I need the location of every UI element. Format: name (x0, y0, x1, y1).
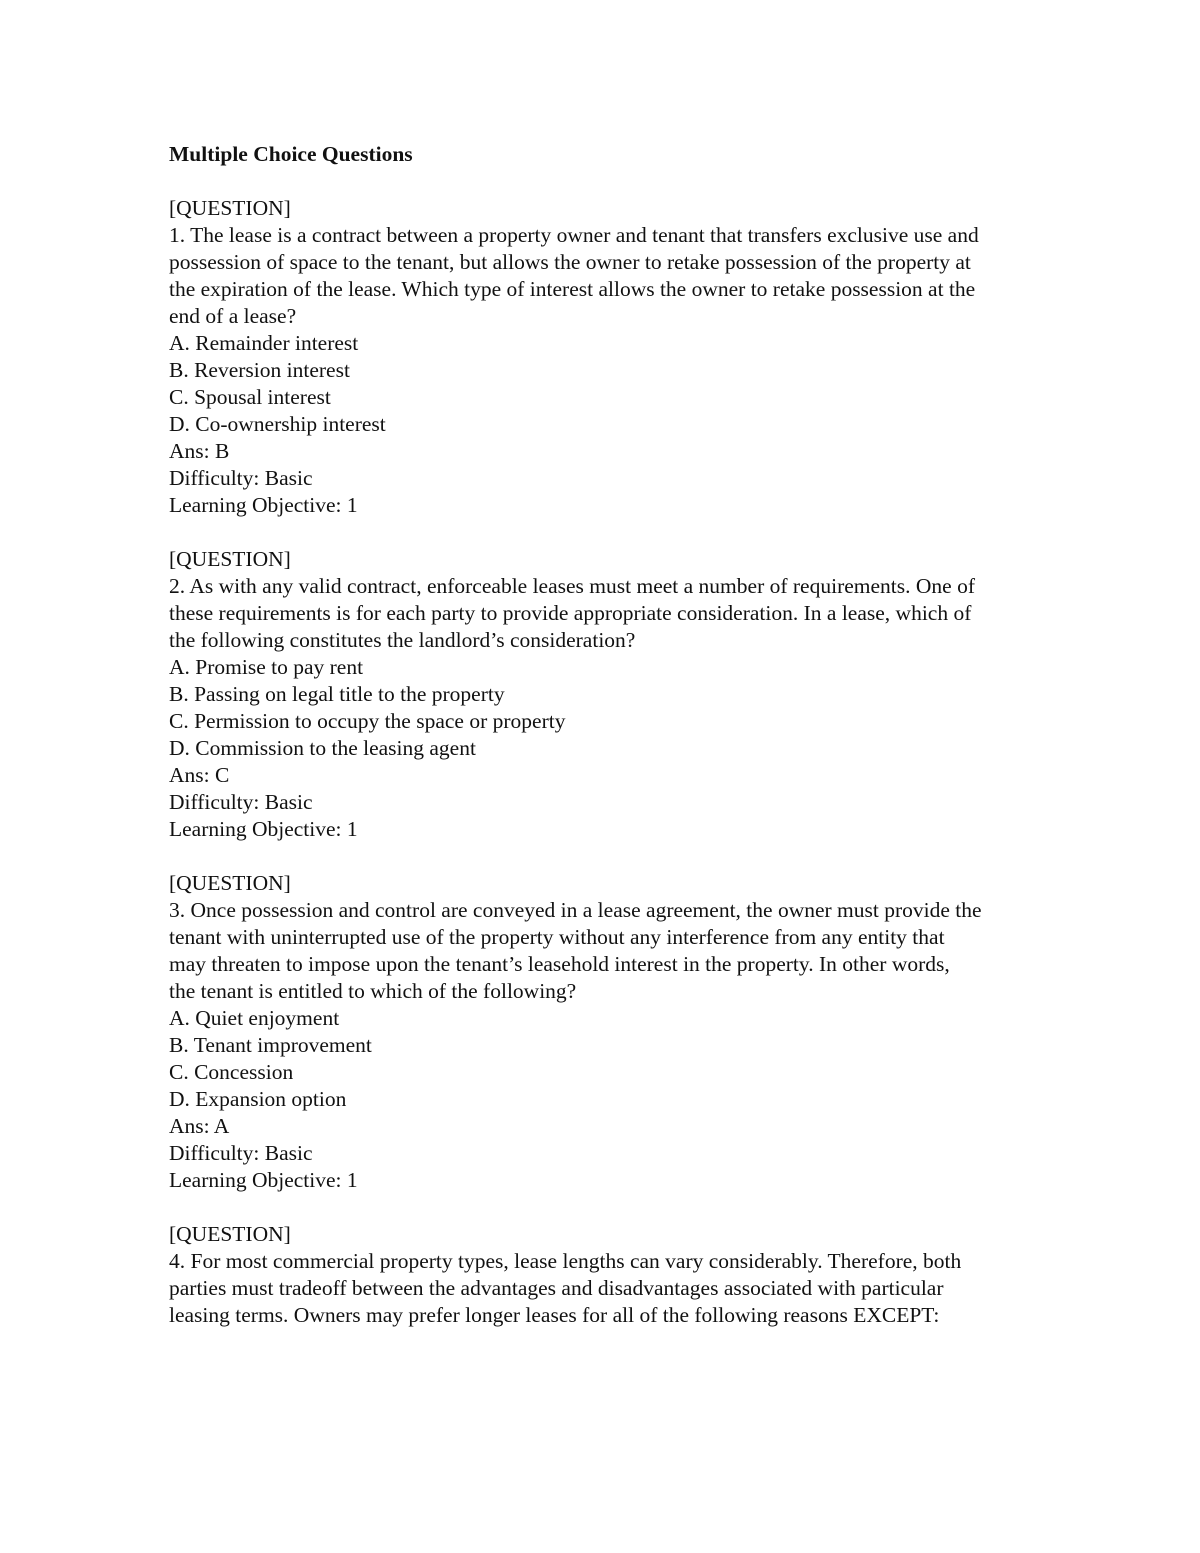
question-stem-line: leasing terms. Owners may prefer longer leases for all of the following reasons EXCEPT: (169, 1303, 940, 1327)
answer-key: Ans: A (169, 1114, 230, 1138)
learning-objective-label: Learning Objective: 1 (169, 817, 358, 841)
question-tag: [QUESTION] (169, 547, 291, 571)
answer-option-b: B. Reversion interest (169, 358, 350, 382)
question-stem-line: 1. The lease is a contract between a property owner and tenant that transfers exclusive use and (169, 223, 979, 247)
answer-option-b: B. Passing on legal title to the property (169, 682, 505, 706)
learning-objective-label: Learning Objective: 1 (169, 1168, 358, 1192)
document-title: Multiple Choice Questions (169, 142, 413, 166)
answer-option-a: A. Remainder interest (169, 331, 359, 355)
difficulty-label: Difficulty: Basic (169, 1141, 313, 1165)
question-block-3 (169, 870, 1069, 1194)
question-tag: [QUESTION] (169, 871, 291, 895)
answer-option-d: D. Co-ownership interest (169, 412, 386, 436)
question-tag: [QUESTION] (169, 1222, 291, 1246)
difficulty-label: Difficulty: Basic (169, 466, 313, 490)
question-stem-line: the expiration of the lease. Which type of interest allows the owner to retake possession at the (169, 277, 976, 301)
question-stem-line: parties must tradeoff between the advantages and disadvantages associated with particular (169, 1276, 944, 1300)
question-block-4 (169, 1221, 1069, 1329)
question-tag: [QUESTION] (169, 196, 291, 220)
question-stem-line: 4. For most commercial property types, lease lengths can vary considerably. Therefore, both (169, 1249, 962, 1273)
answer-option-a: A. Quiet enjoyment (169, 1006, 340, 1030)
question-stem-line: the following constitutes the landlord’s consideration? (169, 628, 636, 652)
question-stem-line: tenant with uninterrupted use of the property without any interference from any entity that (169, 925, 945, 949)
answer-option-c: C. Concession (169, 1060, 294, 1084)
answer-option-d: D. Expansion option (169, 1087, 347, 1111)
question-stem-line: end of a lease? (169, 304, 297, 328)
answer-key: Ans: B (169, 439, 230, 463)
question-stem-line: the tenant is entitled to which of the following? (169, 979, 577, 1003)
answer-option-a: A. Promise to pay rent (169, 655, 364, 679)
question-stem-line: may threaten to impose upon the tenant’s leasehold interest in the property. In other words, (169, 952, 950, 976)
difficulty-label: Difficulty: Basic (169, 790, 313, 814)
answer-option-c: C. Permission to occupy the space or property (169, 709, 566, 733)
question-stem-line: possession of space to the tenant, but allows the owner to retake possession of the property at (169, 250, 971, 274)
question-stem-line: these requirements is for each party to provide appropriate consideration. In a lease, which of (169, 601, 972, 625)
question-block-2 (169, 546, 1069, 843)
answer-key: Ans: C (169, 763, 230, 787)
learning-objective-label: Learning Objective: 1 (169, 493, 358, 517)
question-stem-line: 2. As with any valid contract, enforceable leases must meet a number of requirements. One of (169, 574, 975, 598)
answer-option-b: B. Tenant improvement (169, 1033, 372, 1057)
answer-option-c: C. Spousal interest (169, 385, 331, 409)
question-stem-line: 3. Once possession and control are conveyed in a lease agreement, the owner must provide the (169, 898, 982, 922)
answer-option-d: D. Commission to the leasing agent (169, 736, 476, 760)
document-content (169, 141, 1069, 1356)
question-block-1 (169, 195, 1069, 519)
